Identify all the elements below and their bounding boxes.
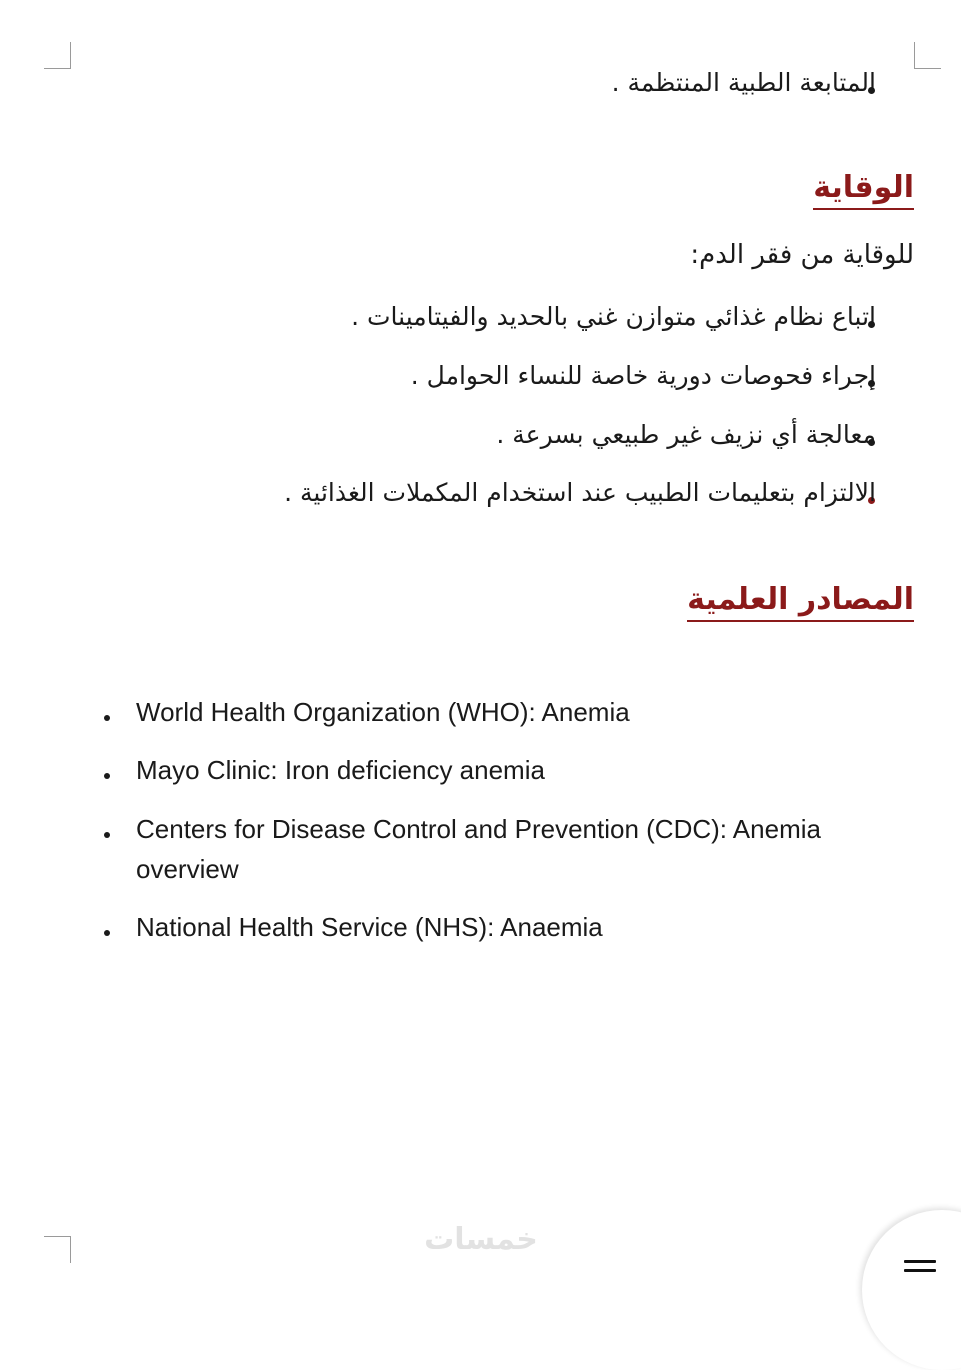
- bullet-dot: [104, 773, 110, 779]
- list-item: اتباع نظام غذائي متوازن غني بالحديد والفيتامينات .: [351, 302, 876, 331]
- list-item: الالتزام بتعليمات الطبيب عند استخدام المكملات الغذائية .: [284, 478, 876, 507]
- bullet-dot: [104, 930, 110, 936]
- page-corner-bottom-left: [44, 1236, 71, 1263]
- list-item: معالجة أي نزيف غير طبيعي بسرعة .: [496, 420, 876, 449]
- page-corner-top-left: [44, 42, 71, 69]
- source-item: World Health Organization (WHO): Anemia: [136, 697, 630, 727]
- section-heading-prevention: الوقاية: [813, 170, 914, 210]
- bullet-dot: [104, 832, 110, 838]
- list-item: المتابعة الطبية المنتظمة .: [611, 68, 876, 97]
- source-item: National Health Service (NHS): Anaemia: [136, 912, 603, 942]
- source-item: Centers for Disease Control and Prevention (CDC): Anemia overview: [136, 814, 821, 884]
- page-corner-top-right: [914, 42, 941, 69]
- watermark: خمسات: [424, 1222, 538, 1257]
- menu-button[interactable]: [862, 1210, 961, 1370]
- source-item: Mayo Clinic: Iron deficiency anemia: [136, 755, 545, 785]
- bullet-dot: [104, 715, 110, 721]
- prevention-intro: للوقاية من فقر الدم:: [690, 240, 914, 270]
- section-heading-sources: المصادر العلمية: [687, 582, 914, 622]
- menu-icon[interactable]: [904, 1260, 936, 1280]
- list-item: إجراء فحوصات دورية خاصة للنساء الحوامل .: [410, 361, 876, 390]
